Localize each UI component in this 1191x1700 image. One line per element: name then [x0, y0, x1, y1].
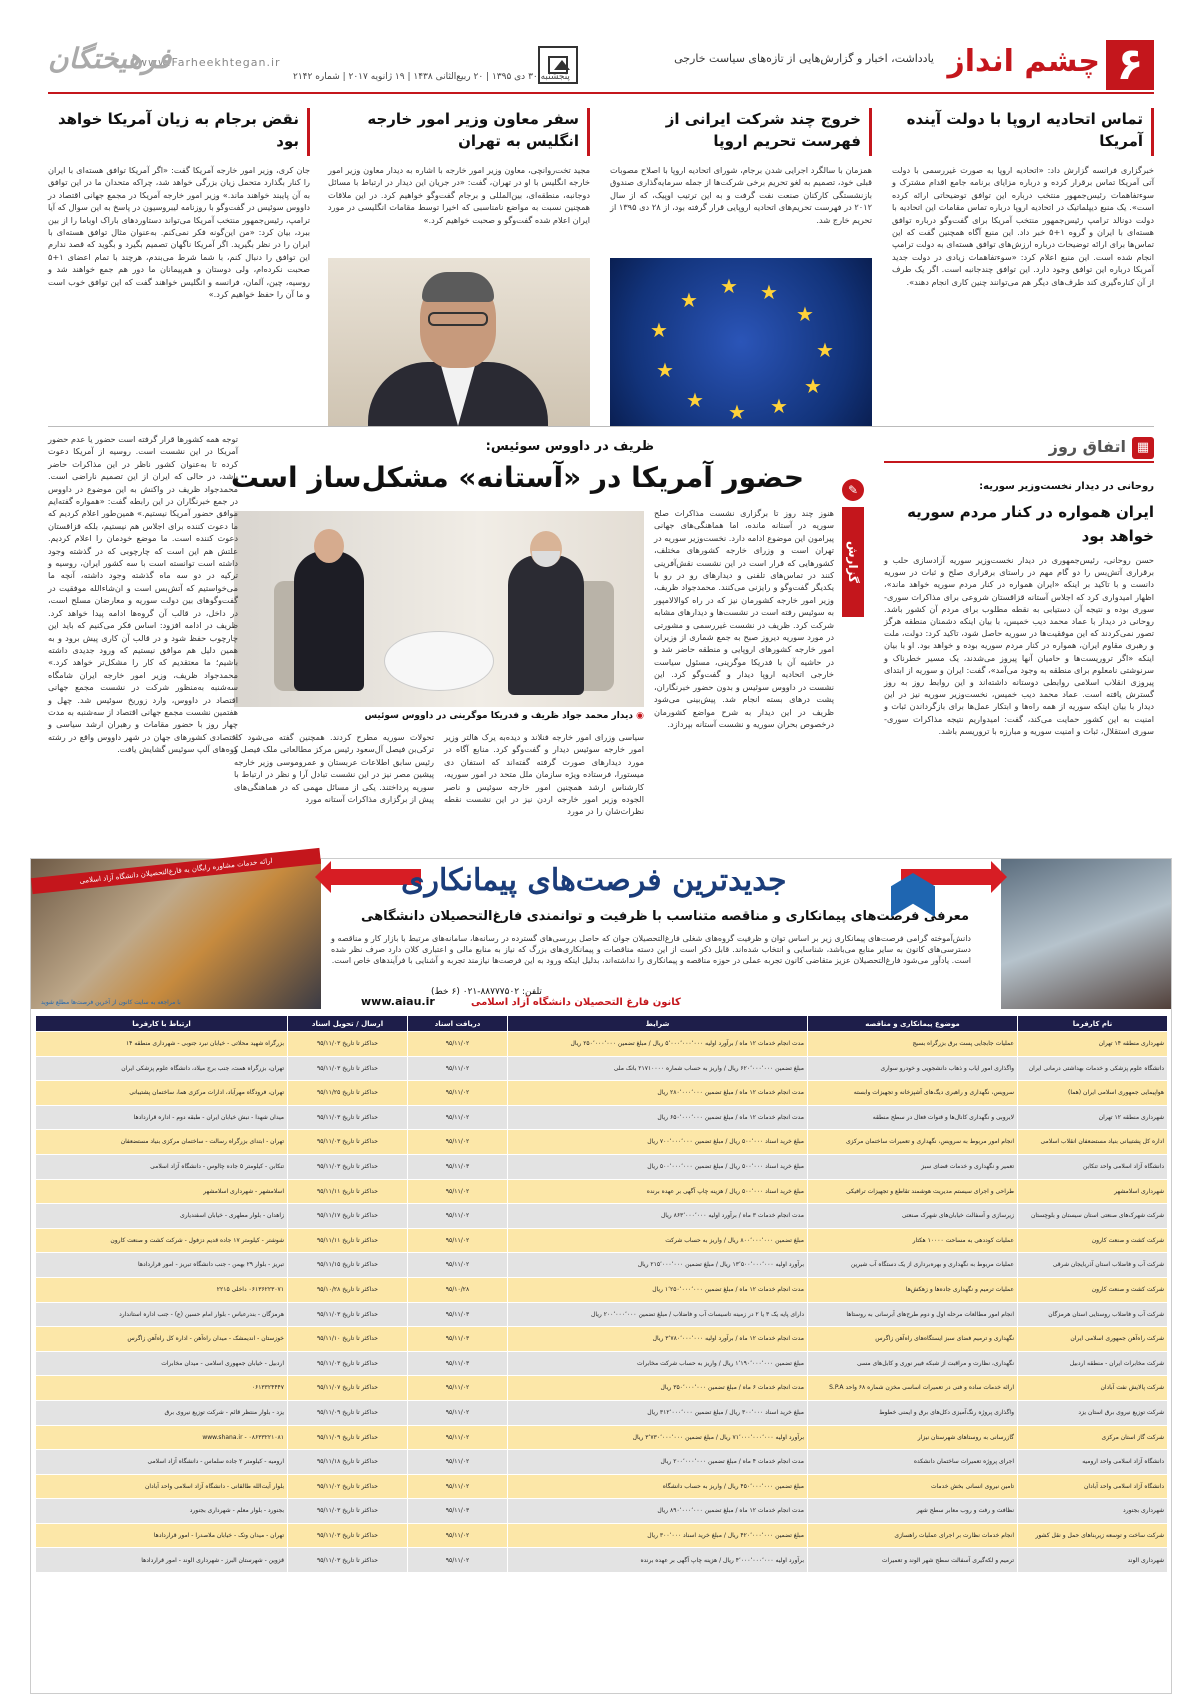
story-jcpoa: [48, 108, 310, 426]
table-cell: زیرسازی و آسفالت خیابان‌های شهرک صنعتی: [808, 1204, 1018, 1229]
event-kicker: روحانی در دیدار نخست‌وزیر سوریه:: [979, 481, 1154, 492]
table-cell: مدت انجام خدمات ۳ ماه / برآورد اولیه ۸۶۳٬۰۰۰٬۰۰۰ ریال: [508, 1204, 808, 1229]
ad-collage-left: [31, 856, 321, 1009]
table-cell: ارائه خدمات ساده و فنی در تعمیرات اساسی مخزن شماره ۶۸ واحد S.P.A: [808, 1376, 1018, 1401]
table-cell: حداکثر تا تاریخ ۹۵/۱۱/۲۵: [288, 1081, 408, 1106]
table-cell: شرکت توزیع نیروی برق استان یزد: [1018, 1400, 1168, 1425]
table-cell: مبلغ تضمین ۱٬۱۹۰٬۰۰۰٬۰۰۰ ریال / واریز به حساب شرکت مخابرات: [508, 1351, 808, 1376]
table-cell: حداکثر تا تاریخ ۹۵/۱۱/۰۷: [288, 1376, 408, 1401]
table-row: [36, 1351, 1168, 1376]
table-cell: شرکت راه‌آهن جمهوری اسلامی ایران: [1018, 1327, 1168, 1352]
table-cell: ۹۵/۱۱/۰۲: [408, 1130, 508, 1155]
table-cell: حداکثر تا تاریخ ۹۵/۱۱/۱۵: [288, 1253, 408, 1278]
table-cell: دانشگاه آزاد اسلامی واحد تنکابن: [1018, 1154, 1168, 1179]
portrait-image: [328, 258, 590, 426]
main-headline[interactable]: حضور آمریکا در «آستانه» مشکل‌ساز است: [230, 461, 804, 494]
table-cell: اردبیل - خیابان جمهوری اسلامی - میدان مخابرات: [36, 1351, 288, 1376]
table-cell: ارومیه - کیلومتر ۲ جاده سلماس - دانشگاه آزاد اسلامی: [36, 1450, 288, 1475]
ad-contact: تلفن: ۸۸۷۷۷۵۰۲-۰۲۱ (۶ خط): [431, 987, 542, 997]
table-cell: شرکت آب و فاضلاب استان آذربایجان شرقی: [1018, 1253, 1168, 1278]
main-column-side: توجه همه کشورها قرار گرفته است حضور یا عدم حضور آمریکا در این نشست است. روسیه از آمریکا دعوت کرده تا به‌عنوان کشور ناظر در این مذاکرات حاضر باشد، در حالی که ایران از این تصمیم ناراضی است. محمدجواد ظریف در واکنش به این موضوع در داووس در جمع خبرنگاران در این رابطه گفت: «همواره گفته‌ایم موافق حضور آمریکا نیستیم.» همین‌طور اعلام کردیم که ما دعوت کننده برای اجلاس هم نیستیم، بلکه قزاقستان دعوت کننده است. ما موضع خودمان را اعلام کردیم. علتش هم این است که چارچوبی که در گذشته وجود داشته است توانسته است با سه کشور ایران، روسیه و ترکیه در دو سه ماه گذشته وجود داشته، آنچه ما می‌خواستیم که آتش‌بس است و ان‌شاءالله موفقیت در گفت‌وگوهای بین دولت سوریه و معارضان مسلح است، در داخل، در قالب آن گروه‌ها ادامه پیدا خواهد کرد. ظریف در ادامه افزود: اساس فکر می‌کنیم که باید این چارچوب حفظ شود و در قالب آن کاری پیش برود و به همین دلیل هم موافق نیستیم که ورود جدیدی داشته باشیم؛ ما معتقدیم که کار را مشکل‌تر خواهد کرد.» محمدجواد ظریف، وزیر امور خارجه ایران شامگاه سه‌شنبه به‌منظور شرکت در نشست مجمع جهانی اقتصاد در داووس، وارد زوریخ سوئیس شد. چهل و هفتمین نشست مجمع جهانی اقتصاد از سه‌شنبه به مدت چهار روز با حضور مقامات و رهبران ارشد سیاسی و اقتصادی کشورهای جهان در شهر داووس واقع در رشته کوه‌های آلپ سوئیس گشایش یافت.: [48, 434, 238, 755]
table-cell: عملیات کوددهی به مساحت ۱۰۰۰۰ هکتار: [808, 1228, 1018, 1253]
photo-caption: ◉ دیدار محمد جواد ظریف و فدریکا موگرینی در داووس سوئیس: [364, 711, 644, 721]
event-of-day: [884, 437, 1154, 737]
table-cell: شرکت شهرک‌های صنعتی استان سیستان و بلوچستان: [1018, 1204, 1168, 1229]
table-cell: لایروبی و نگهداری کانال‌ها و قنوات فعال در سطح منطقه: [808, 1105, 1018, 1130]
table-cell: حداکثر تا تاریخ ۹۵/۱۱/۰۲: [288, 1474, 408, 1499]
meeting-photo: [234, 511, 644, 707]
table-cell: تنکابن - کیلومتر ۵ جاده چالوس - دانشگاه آزاد اسلامی: [36, 1154, 288, 1179]
top-stories: [48, 108, 1154, 426]
table-cell: نگهداری، نظارت و مراقبت از شبکه فیبر نوری و کابل‌های مسی: [808, 1351, 1018, 1376]
table-header: ارسال / تحویل اسناد: [288, 1016, 408, 1032]
table-cell: واگذاری پروژه رنگ‌آمیزی دکل‌های برق و ایمنی خطوط: [808, 1400, 1018, 1425]
table-cell: مبلغ تضمین ۶۲۰٬۰۰۰٬۰۰۰ ریال / واریز به حساب شماره ۲۱۷۱۰۰۰۰ بانک ملی: [508, 1056, 808, 1081]
table-cell: حداکثر تا تاریخ ۹۵/۱۱/۰۳: [288, 1032, 408, 1057]
table-cell: هواپیمایی جمهوری اسلامی ایران (هما): [1018, 1081, 1168, 1106]
table-cell: دارای پایه یک ۳ یا ۲ در زمینه تاسیسات آب و فاضلاب / مبلغ تضمین ۲۰۰٬۰۰۰٬۰۰۰ ریال: [508, 1302, 808, 1327]
table-cell: ۹۵/۱۱/۰۲: [408, 1056, 508, 1081]
ad-title: جدیدترین فرصت‌های پیمانکاری: [401, 863, 787, 898]
table-cell: ۹۵/۱۱/۰۲: [408, 1425, 508, 1450]
table-cell: یزد - بلوار منتظر قائم - شرکت توزیع نیروی برق: [36, 1400, 288, 1425]
page-number: ۶: [1106, 40, 1154, 90]
story-title[interactable]: خروج چند شرکت ایرانی از فهرست تحریم اروپا: [610, 108, 872, 156]
table-cell: مبلغ خرید اسناد ۵۰۰٬۰۰۰ ریال / مبلغ تضمین ۵۰۰٬۰۰۰٬۰۰۰ ریال: [508, 1154, 808, 1179]
dateline: پنجشنبه ۳۰ دی ۱۳۹۵ | ۲۰ ربیع‌الثانی ۱۴۳۸ | ۱۹ ژانویه ۲۰۱۷ | شماره ۲۱۴۲: [293, 72, 570, 82]
table-cell: حداکثر تا تاریخ ۹۵/۱۱/۱۰: [288, 1327, 408, 1352]
table-cell: حداکثر تا تاریخ ۹۵/۱۱/۰۳: [288, 1548, 408, 1573]
table-cell: انجام خدمات نظارت بر اجرای عملیات راهسازی: [808, 1523, 1018, 1548]
table-cell: شوشتر - کیلومتر ۱۷ جاده قدیم دزفول - شرکت کشت و صنعت کارون: [36, 1228, 288, 1253]
table-cell: حداکثر تا تاریخ ۹۵/۱۱/۰۹: [288, 1425, 408, 1450]
table-row: [36, 1425, 1168, 1450]
table-cell: ۹۵/۱۱/۰۲: [408, 1523, 508, 1548]
table-row: [36, 1474, 1168, 1499]
eu-flag-image: ★ ★ ★ ★ ★ ★ ★ ★ ★ ★ ★: [610, 258, 872, 426]
table-cell: ۰۶۱۳۶۲۲۳۰۷۱ داخلی ۲۲۱۵: [36, 1277, 288, 1302]
table-cell: مبلغ تضمین ۴۵۰٬۰۰۰٬۰۰۰ ریال / واریز به حساب دانشگاه: [508, 1474, 808, 1499]
ad-subtitle: معرفی فرصت‌های پیمانکاری و مناقصه متناسب با ظرفیت و توانمندی فارغ‌التحصیلان دانشگاهی: [361, 909, 970, 924]
ad-website[interactable]: www.aiau.ir: [361, 995, 435, 1008]
table-cell: ۹۵/۱۱/۰۲: [408, 1253, 508, 1278]
table-cell: ۹۵/۱۰/۲۸: [408, 1277, 508, 1302]
main-column-b: تحولات سوریه مطرح کردند. همچنین گفته می‌شود که ترکی‌بن فیصل آل‌سعود رئیس مرکز مطالعاتی ملک فیصل و رئیس سابق اطلاعات عربستان و عمروموسی وزیر خارجه پیشین مصر نیز در این نشست تبادل آرا و نظر در ارتباط با سوریه پرداختند. یکی از مسائل مهمی که در هماهنگی‌های پیش از برگزاری مذاکرات آستانه مورد: [234, 732, 434, 805]
ad-ribbon: ارائه خدمات مشاوره رایگان به فارغ‌التحصیلان دانشگاه آزاد اسلامی: [31, 848, 321, 894]
table-cell: حداکثر تا تاریخ ۹۵/۱۱/۰۳: [288, 1056, 408, 1081]
table-row: [36, 1105, 1168, 1130]
table-cell: هرمزگان - بندرعباس - بلوار امام حسین (ع) - جنب اداره استاندارد: [36, 1302, 288, 1327]
table-cell: تعمیر و نگهداری و خدمات فضای سبز: [808, 1154, 1018, 1179]
table-cell: ۹۵/۱۱/۰۲: [408, 1032, 508, 1057]
table-cell: برآورد اولیه ۴٬۰۰۰٬۰۰۰٬۰۰۰ ریال / هزینه چاپ آگهی بر عهده برنده: [508, 1548, 808, 1573]
table-cell: حداکثر تا تاریخ ۹۵/۱۱/۰۳: [288, 1105, 408, 1130]
table-cell: ۹۵/۱۱/۰۳: [408, 1327, 508, 1352]
story-title[interactable]: نقض برجام به زیان آمریکا خواهد بود: [48, 108, 310, 156]
table-cell: حداکثر تا تاریخ ۹۵/۱۱/۱۷: [288, 1204, 408, 1229]
table-row: [36, 1450, 1168, 1475]
table-cell: شرکت آب و فاضلاب روستایی استان هرمزگان: [1018, 1302, 1168, 1327]
table-cell: حداکثر تا تاریخ ۹۵/۱۱/۰۳: [288, 1523, 408, 1548]
section-title: چشم انداز: [947, 44, 1100, 79]
table-header: دریافت اسناد: [408, 1016, 508, 1032]
table-cell: خوزستان - اندیمشک - میدان راه‌آهن - اداره کل راه‌آهن زاگرس: [36, 1327, 288, 1352]
table-cell: شرکت پالایش نفت آبادان: [1018, 1376, 1168, 1401]
contracts-table: [35, 1015, 1168, 1573]
ad-collage-right: [1001, 859, 1171, 1009]
ad-center-name: کانون فارغ التحصیلان دانشگاه آزاد اسلامی: [471, 997, 681, 1008]
main-story: [48, 427, 864, 845]
event-header: اتفاق روز: [1048, 437, 1126, 456]
table-cell: ۰۶۱۳۳۲۴۴۴۷: [36, 1376, 288, 1401]
table-cell: شهرداری بجنورد: [1018, 1499, 1168, 1524]
table-cell: بزرگراه شهید محلاتی - خیابان نبرد جنوبی - شهرداری منطقه ۱۴: [36, 1032, 288, 1057]
story-eu-contact: [892, 108, 1154, 426]
table-row: [36, 1523, 1168, 1548]
table-row: [36, 1228, 1168, 1253]
table-cell: شرکت کشت و صنعت کارون: [1018, 1277, 1168, 1302]
table-cell: حداکثر تا تاریخ ۹۵/۱۱/۱۸: [288, 1450, 408, 1475]
table-cell: مدت انجام خدمات ۱۲ ماه / مبلغ تضمین ۲۸۰٬۰۰۰٬۰۰۰ ریال: [508, 1081, 808, 1106]
table-cell: شرکت کشت و صنعت کارون: [1018, 1228, 1168, 1253]
table-cell: اجرای پروژه تعمیرات ساختمان دانشکده: [808, 1450, 1018, 1475]
table-cell: ۹۵/۱۱/۰۲: [408, 1179, 508, 1204]
table-cell: ۹۵/۱۱/۰۳: [408, 1154, 508, 1179]
table-cell: حداکثر تا تاریخ ۹۵/۱۰/۲۸: [288, 1277, 408, 1302]
table-cell: مدت انجام خدمات ۱۲ ماه / برآورد اولیه ۳٬۷۸۰٬۰۰۰٬۰۰۰ ریال: [508, 1327, 808, 1352]
table-cell: قزوین - شهرستان البرز - شهرداری الوند - امور قراردادها: [36, 1548, 288, 1573]
table-cell: ۹۵/۱۱/۰۲: [408, 1204, 508, 1229]
table-cell: ۹۵/۱۱/۰۲: [408, 1376, 508, 1401]
table-row: [36, 1056, 1168, 1081]
table-cell: تهران - میدان ونک - خیابان ملاصدرا - امور قراردادها: [36, 1523, 288, 1548]
table-row: [36, 1253, 1168, 1278]
site-url[interactable]: www.Farheekhtegan.ir: [138, 56, 281, 69]
table-row: [36, 1302, 1168, 1327]
table-cell: ۹۵/۱۱/۰۲: [408, 1474, 508, 1499]
table-cell: مبلغ خرید اسناد ۳۰۰٬۰۰۰ ریال / مبلغ تضمین ۳۱۲٬۰۰۰٬۰۰۰ ریال: [508, 1400, 808, 1425]
table-cell: حداکثر تا تاریخ ۹۵/۱۱/۰۳: [288, 1499, 408, 1524]
table-cell: ۹۵/۱۱/۰۲: [408, 1450, 508, 1475]
table-cell: مدت انجام خدمات ۴ ماه / مبلغ تضمین ۲۰۰٬۰۰۰٬۰۰۰ ریال: [508, 1450, 808, 1475]
table-cell: حداکثر تا تاریخ ۹۵/۱۱/۰۳: [288, 1302, 408, 1327]
table-cell: زاهدان - بلوار مطهری - خیابان اسفندیاری: [36, 1204, 288, 1229]
table-cell: نظافت و رفت و روب معابر سطح شهر: [808, 1499, 1018, 1524]
table-cell: تبریز - بلوار ۲۹ بهمن - جنب دانشگاه تبریز - امور قراردادها: [36, 1253, 288, 1278]
calendar-icon: ▦: [1132, 437, 1154, 459]
table-cell: اسلامشهر - شهرداری اسلامشهر: [36, 1179, 288, 1204]
table-cell: عملیات جابجایی پست برق بزرگراه بسیج: [808, 1032, 1018, 1057]
main-column-a: سیاسی وزرای امور خارجه فنلاند و دیده‌به یرک هالتر وزیر امور خارجه سوئیس دیدار و گفت‌وگو کرد. منابع آگاه در مورد دیدارهای صورت گرفته گفته‌اند که استفان دی میستورا، فرستاده ویژه سازمان ملل متحد در امور سوریه، کارشناس ارشد همچنین امور خارجه سوئیس و ناصر الجوده وزیر امور خارجه اردن نیز در این نشست نقطه نظرات‌شان را در مورد: [444, 732, 644, 817]
table-row: [36, 1081, 1168, 1106]
table-cell: شرکت مخابرات ایران - منطقه اردبیل: [1018, 1351, 1168, 1376]
table-cell: اداره کل پشتیبانی بنیاد مستضعفان انقلاب اسلامی: [1018, 1130, 1168, 1155]
table-cell: دانشگاه علوم پزشکی و خدمات بهداشتی درمانی ایران: [1018, 1056, 1168, 1081]
ad-description: دانش‌آموخته گرامی فرصت‌های پیمانکاری زیر بر اساس توان و ظرفیت گروه‌های شغلی فارغ‌التحصیلان جوان که حاصل بررسی‌های گسترده در رسانه‌ها، سامانه‌های مرتبط با بازار کار و مناقصه و دسترسی‌های کانون به سایر منابع می‌باشد، شناسایی و انتخاب شده‌اند. قابل ذکر است از این دسته مناقصات و پیمانکاری‌های بزرگ که نیاز به منابع مالی و اعتباری کلان دارد صرف نظر شده است. یادآور می‌شود فارغ‌التحصیلان عزیز متقاضی کانون تجربه عملی در حوزه مناقصه و پیمانکاری را نداشته‌اند، بدلیل اینکه ورود به این فرصت‌ها نیازمند تجربه و آشنایی با فرآیندهای خاص است.: [331, 934, 971, 965]
table-row: [36, 1327, 1168, 1352]
table-header: نام کارفرما: [1018, 1016, 1168, 1032]
table-row: [36, 1130, 1168, 1155]
story-lead: جان کری، وزیر امور خارجه آمریکا گفت: «اگر آمریکا توافق هسته‌ای با ایران را کنار بگذارد متحمل زیان بزرگی خواهد شد، چراکه متحدان ما در این توافق به آن پایبند خواهند ماند.» وزیر امور خارجه آمریکا در مجمع جهانی اقتصاد در داووس سوئیس در گفت‌وگو با روزنامه لیبروسیون در پاسخ به این سوال که آیا ترامپ، رئیس‌جمهور منتخب آمریکا می‌تواند دستاوردهای باراک اوباما را از بین ببرد، بیان کرد: «من این‌گونه فکر نمی‌کنم. به‌عنوان مثال توافق هسته‌ای با ایران را در نظر بگیرید. اگر آمریکا ناگهان تصمیم بگیرد و بگوید که قصد ندارم این توافق را دنبال کنم، با شما شرط می‌بندم، هرچند با تمام اعضای ۱+۵ صحبت نکرده‌ام، ولی دوستان و هم‌پیمانان ما دور هم جمع خواهند شد و روسیه، چین، آلمان، فرانسه و انگلیس خواهند گفت که این توافق خوب است و ما آن را حفظ خواهیم کرد.»: [48, 165, 310, 300]
table-cell: نگهداری و ترمیم فضای سبز ایستگاه‌های راه‌آهن زاگرس: [808, 1327, 1018, 1352]
table-row: [36, 1376, 1168, 1401]
table-cell: دانشگاه آزاد اسلامی واحد ارومیه: [1018, 1450, 1168, 1475]
story-title[interactable]: تماس اتحادیه اروپا با دولت آینده آمریکا: [892, 108, 1154, 156]
table-cell: میدان شهدا - نبش خیابان ایران - طبقه دوم - اداره قراردادها: [36, 1105, 288, 1130]
table-cell: مدت انجام خدمات ۱۲ ماه / مبلغ تضمین ۱٬۲۵۰٬۰۰۰٬۰۰۰ ریال: [508, 1277, 808, 1302]
table-cell: گازرسانی به روستاهای شهرستان نیزار: [808, 1425, 1018, 1450]
table-header: موضوع پیمانکاری و مناقصه: [808, 1016, 1018, 1032]
table-cell: ۹۵/۱۱/۰۲: [408, 1228, 508, 1253]
newspaper-logo: فرهیختگان: [48, 42, 172, 75]
story-title[interactable]: سفر معاون وزیر امور خارجه انگلیس به تهران: [328, 108, 590, 156]
table-cell: مدت انجام خدمات ۱۲ ماه / برآورد اولیه ۵٬۰۰۰٬۰۰۰٬۰۰۰ ریال / مبلغ تضمین ۲۵۰٬۰۰۰٬۰۰۰ ریال: [508, 1032, 808, 1057]
table-cell: واگذاری امور ایاب و ذهاب دانشجویی و خودرو سواری: [808, 1056, 1018, 1081]
story-lead: مجید تخت‌روانچی، معاون وزیر امور خارجه با اشاره به دیدار معاون وزیر امور خارجه انگلیس با او در تهران، گفت: «در جریان این دیدار در ارتباط با مسائل دوجانبه، منطقه‌ای، بین‌المللی و برجام گفت‌وگو خواهیم کرد. در این ملاقات همچنین نسبت به مواضع نامناسبی که اخیرا توسط مقامات انگلیسی در مورد ایران اعلام شده گفت‌وگو و صحبت خواهیم کرد.»: [328, 165, 590, 225]
table-cell: تهران - ابتدای بزرگراه رسالت - ساختمان مرکزی بنیاد مستضعفان: [36, 1130, 288, 1155]
table-row: [36, 1548, 1168, 1573]
table-cell: بجنورد - بلوار معلم - شهرداری بجنورد: [36, 1499, 288, 1524]
table-cell: عملیات مربوط به نگهداری و بهره‌برداری از یک دستگاه آب شیرین: [808, 1253, 1018, 1278]
table-cell: مدت انجام خدمات ۱۲ ماه / مبلغ تضمین ۶۵۰٬۰۰۰٬۰۰۰ ریال: [508, 1105, 808, 1130]
table-cell: ۹۵/۱۱/۰۲: [408, 1105, 508, 1130]
story-lead: خبرگزاری فرانسه گزارش داد: «اتحادیه اروپا به صورت غیررسمی با دولت آتی آمریکا تماس برقرار کرده و درباره مزایای برنامه جامع اقدام مشترک و سوءتفاهمات رئیس‌جمهور منتخب درباره این توافق توضیحاتی ارائه کرده است». یک منبع دیپلماتیک در اتحادیه اروپا درباره تماس مقامات این اتحادیه با دولت دونالد ترامپ رئیس‌جمهور منتخب آمریکا برای گفت‌وگو درباره توافق هسته‌ای با ایران و گروه ۱+۵ خبر داد. این منبع آگاه همچنین گفت که این تماس‌ها برای ارائه توضیحات درباره ارزش‌های توافق هسته‌ای به دولت ترامپ انجام شده است. این منبع اعلام کرد: «سوءتفاهمات زیادی در دولت جدید آمریکا درباره این توافق وجود دارد. این توافق چندجانبه است. اگر یک طرف از آن کناره‌گیری کند طرف‌های دیگر هم می‌توانند چنین کاری انجام دهند».: [892, 165, 1154, 287]
table-cell: دانشگاه آزاد اسلامی واحد آبادان: [1018, 1474, 1168, 1499]
table-cell: عملیات ترمیم و نگهداری جاده‌ها و زهکش‌ها: [808, 1277, 1018, 1302]
ad-note: با مراجعه به سایت کانون از آخرین فرصت‌ها مطلع شوید: [41, 999, 181, 1006]
table-cell: شهرداری اسلامشهر: [1018, 1179, 1168, 1204]
table-cell: مبلغ تضمین ۴۲۰٬۰۰۰٬۰۰۰ ریال / مبلغ خرید اسناد ۳۰۰٬۰۰۰ ریال: [508, 1523, 808, 1548]
table-cell: حداکثر تا تاریخ ۹۵/۱۱/۰۳: [288, 1154, 408, 1179]
main-kicker: ظریف در داووس سوئیس:: [485, 439, 654, 454]
main-column-right: هنوز چند روز تا برگزاری نشست مذاکرات صلح سوریه در آستانه مانده، اما هماهنگی‌های جهانی پیرامون این موضوع ادامه دارد. نخست‌وزیر سوریه در تهران است و وزرای خارجه کشورهای مختلف، کشورهایی که قرار است در این نشست نقش‌آفرینی کنند در تماس‌های تلفنی و دیدارهای رو در رو با یکدیگر گفت‌وگو و رایزنی می‌کنند. محمدجواد ظریف، وزیر امور خارجه کشورمان نیز که در راه کوالالامپور به سوئیس رفته است در نشست‌ها و دیدارهای مشابه شرکت کرد. ظریف در نشست غیررسمی و مشورتی در مورد سوریه دیروز صبح به جمع شماری از وزیران امور خارجه کشورهای اروپایی و منطقه حاضر شد و در حاشیه آن با فدریکا موگرینی، مسئول سیاست خارجی اتحادیه اروپا دیدار و گفت‌وگو کرد. این نشست در داووس سوئیس و بدون حضور خبرنگاران، پشت درهای بسته انجام شد. پیش‌بینی می‌شود ظریف در این دیدار به شرح مواضع کشورمان درخصوص بحران سوریه و نشست آستانه بپردازد.: [654, 508, 834, 729]
table-row: [36, 1179, 1168, 1204]
table-row: [36, 1032, 1168, 1057]
table-cell: شهرداری منطقه ۱۲ تهران: [1018, 1105, 1168, 1130]
contracting-ad: [30, 858, 1172, 1694]
table-cell: برآورد اولیه ۷۱٬۰۰۰٬۰۰۰٬۰۰۰ ریال / مبلغ تضمین ۳٬۷۳۰٬۰۰۰٬۰۰۰ ریال: [508, 1425, 808, 1450]
table-row: [36, 1499, 1168, 1524]
table-cell: حداکثر تا تاریخ ۹۵/۱۱/۱۱: [288, 1228, 408, 1253]
section-subtitle: یادداشت، اخبار و گزارش‌هایی از تازه‌های سیاست خارجی: [674, 52, 934, 65]
table-row: [36, 1154, 1168, 1179]
table-cell: مبلغ خرید اسناد ۵۰۰٬۰۰۰ ریال / مبلغ تضمین ۷۰۰٬۰۰۰٬۰۰۰ ریال: [508, 1130, 808, 1155]
table-cell: مبلغ خرید اسناد ۵۰۰٬۰۰۰ ریال / هزینه چاپ آگهی بر عهده برنده: [508, 1179, 808, 1204]
table-cell: ترمیم و لکه‌گیری آسفالت سطح شهر الوند و تعمیرات: [808, 1548, 1018, 1573]
table-cell: حداکثر تا تاریخ ۹۵/۱۱/۰۹: [288, 1400, 408, 1425]
table-row: [36, 1277, 1168, 1302]
story-sanctions: [610, 108, 872, 426]
table-cell: شرکت ساخت و توسعه زیربناهای حمل و نقل کشور: [1018, 1523, 1168, 1548]
table-cell: طراحی و اجرای سیستم مدیریت هوشمند تقاطع و تجهیزات ترافیکی: [808, 1179, 1018, 1204]
table-cell: مدت انجام خدمات ۶ ماه / مبلغ تضمین ۳۵۰٬۰۰۰٬۰۰۰ ریال: [508, 1376, 808, 1401]
table-cell: حداکثر تا تاریخ ۹۵/۱۱/۱۱: [288, 1179, 408, 1204]
story-uk-deputy: [328, 108, 590, 426]
event-title[interactable]: ایران همواره در کنار مردم سوریه خواهد بود: [907, 503, 1154, 545]
table-cell: تامین نیروی انسانی بخش خدمات: [808, 1474, 1018, 1499]
table-cell: ۹۵/۱۱/۰۲: [408, 1548, 508, 1573]
table-cell: ۹۵/۱۱/۰۲: [408, 1081, 508, 1106]
table-cell: شرکت گاز استان مرکزی: [1018, 1425, 1168, 1450]
table-cell: سرویس، نگهداری و راهبری دیگ‌های آشپزخانه و تجهیزات وابسته: [808, 1081, 1018, 1106]
table-cell: حداکثر تا تاریخ ۹۵/۱۱/۰۳: [288, 1351, 408, 1376]
masthead: [48, 40, 1154, 94]
table-cell: ۹۵/۱۱/۰۳: [408, 1351, 508, 1376]
table-cell: برآورد اولیه ۱۳٬۵۰۰٬۰۰۰٬۰۰۰ ریال / مبلغ تضمین ۲۱۵٬۰۰۰٬۰۰۰ ریال: [508, 1253, 808, 1278]
table-cell: انجام امور مطالعات مرحله اول و دوم طرح‌های آبرسانی به روستاها: [808, 1302, 1018, 1327]
report-tag: گزارش: [842, 507, 864, 617]
middle-section: [48, 426, 1154, 844]
table-cell: انجام امور مربوط به سرویس، نگهداری و تعمیرات ساختمان مرکزی: [808, 1130, 1018, 1155]
table-row: [36, 1400, 1168, 1425]
table-cell: بلوار آیت‌الله طالقانی - دانشگاه آزاد اسلامی واحد آبادان: [36, 1474, 288, 1499]
table-cell: شهرداری الوند: [1018, 1548, 1168, 1573]
table-header: شرایط: [508, 1016, 808, 1032]
table-cell: مدت انجام خدمات ۱۲ ماه / مبلغ تضمین ۸۹۰٬۰۰۰٬۰۰۰ ریال: [508, 1499, 808, 1524]
report-icon: ✎: [842, 479, 864, 501]
table-cell: تهران، فرودگاه مهرآباد، ادارات مرکزی هما، ساختمان پشتیبانی: [36, 1081, 288, 1106]
table-cell: مبلغ تضمین ۸۰۰٬۰۰۰٬۰۰۰ ریال / واریز به حساب شرکت: [508, 1228, 808, 1253]
table-cell: شهرداری منطقه ۱۴ تهران: [1018, 1032, 1168, 1057]
event-body: حسن روحانی، رئیس‌جمهوری در دیدار نخست‌وزیر سوریه آزادسازی حلب و برقراری آتش‌بس را دو گام مهم در راستای برقراری صلح و ثبات در سوریه دانست و با تاکید بر اینکه «ایران همواره در کنار مردم سوریه خواهد ماند»، اظهار امیدواری کرد که اجلاس آستانه قزاقستان شروعی برای مذاکرات سوری-سوری بوده و نتیجه آن دستیابی به نقطه مطلوب برای مردم آن کشور باشد. روحانی در دیدار با عماد محمد دیب خمیس، با بیان اینکه دشمنان منطقه هرگز تصور نمی‌کردند که این موفقیت‌ها در سوریه حاصل شود، تاکید کرد: دولت، ملت و رهبری مقاوم ایران، همواره در کنار مردم سوریه بوده و خواهد بود. او با بیان اینکه «اگر تروریست‌ها و حامیان آنها پیروز می‌شدند، یک مسیر خطرناک و سرنوشتی نامعلوم برای منطقه به وجود می‌آمد»، گفت: ایران و سوریه از ابتدای پیروزی انقلاب اسلامی روابطی دوستانه داشته‌اند و این روابط روز به روز گسترش یافته است. عماد محمد دیب خمیس، نخست‌وزیر سوریه نیز در این دیدار با بیان اینکه سوریه از همه راه‌ها و ابتکار عمل‌ها برای بازگرداندن ثبات و امنیت به این کشور حمایت می‌کند، گفت: امیدواریم نتیجه مذاکرات سوری-سوری استقلال، ثبات و امنیت سوریه و مبارزه با تروریسم باشد.: [884, 555, 1154, 736]
table-row: [36, 1204, 1168, 1229]
table-cell: ۰۸۶۳۳۲۲۱۰۸۱ - www.shana.ir: [36, 1425, 288, 1450]
caption-bullet-icon: ◉: [633, 711, 644, 721]
table-header: ارتباط با کارفرما: [36, 1016, 288, 1032]
table-cell: ۹۵/۱۱/۰۳: [408, 1302, 508, 1327]
table-cell: ۹۵/۱۱/۰۲: [408, 1400, 508, 1425]
table-cell: حداکثر تا تاریخ ۹۵/۱۱/۰۳: [288, 1130, 408, 1155]
table-cell: ۹۵/۱۱/۰۳: [408, 1499, 508, 1524]
story-lead: همزمان با سالگرد اجرایی شدن برجام، شورای اتحادیه اروپا با اصلاح مصوبات قبلی خود، تصمیم به لغو تحریم برخی شرکت‌ها از جمله سرمایه‌گذاری صندوق بازنشستگی کارکنان صنعت نفت گرفت و به این ترتیب اوپیک، که از سال ۲۰۱۲ در فهرست تحریم‌های اتحادیه اروپایی قرار گرفته بود، از ۲۸ دی ۱۳۹۵ از تحریم خارج شد.: [610, 165, 872, 225]
table-cell: تهران، بزرگراه همت، جنب برج میلاد، دانشگاه علوم پزشکی ایران: [36, 1056, 288, 1081]
